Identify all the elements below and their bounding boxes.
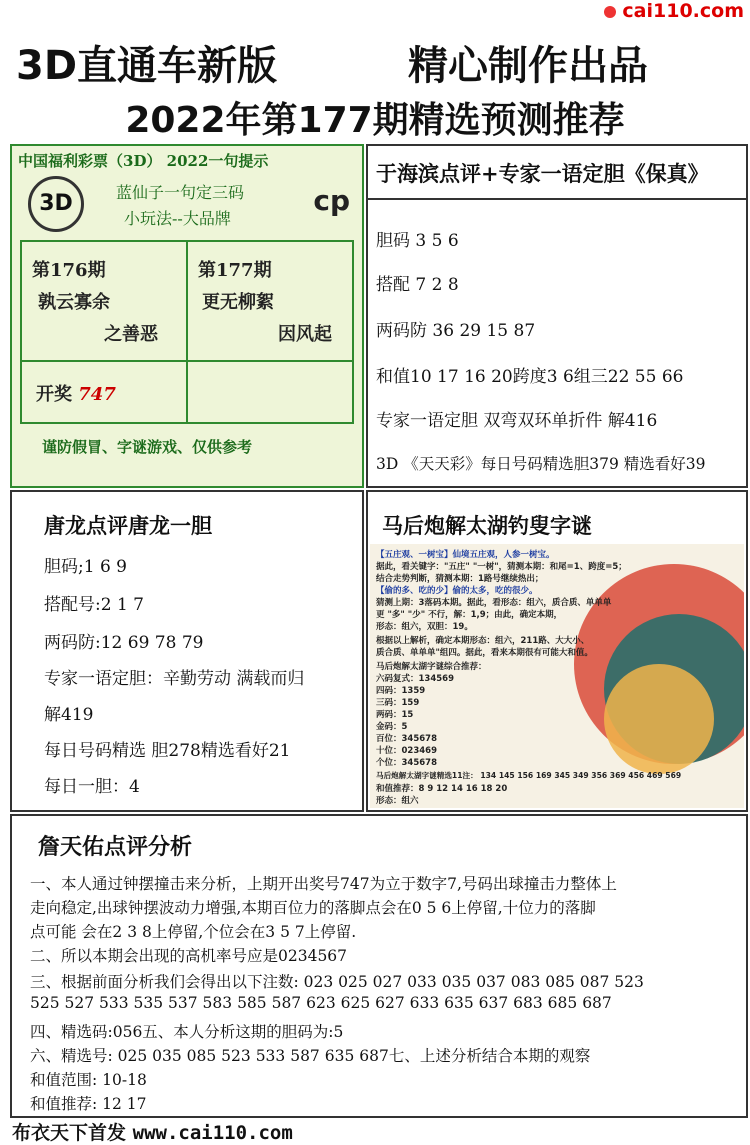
riddle-line: 更 "多" "少" 不行，解：1,9；由此，确定本期， bbox=[376, 610, 563, 620]
brand-text: cai110.com bbox=[622, 0, 744, 22]
tang-long-panel bbox=[10, 490, 364, 812]
draw-result bbox=[36, 380, 116, 406]
card-warning: 谨防假冒、字谜游戏、仅供参考 bbox=[42, 438, 253, 456]
header-left-title: 3D直通车新版 bbox=[16, 43, 278, 89]
riddle-line: 六码复式：134569 bbox=[376, 674, 454, 684]
panel-line: 专家一语定胆：辛勤劳动 满载而归 bbox=[44, 669, 305, 689]
panel-title: 于海滨点评+专家一语定胆《保真》 bbox=[376, 161, 709, 186]
riddle-line: 两码：15 bbox=[376, 710, 414, 720]
header-subtitle: 2022年第177期精选预测推荐 bbox=[125, 100, 625, 141]
riddle-line: 和值推荐：8 9 12 14 16 18 20 bbox=[376, 784, 508, 794]
panel-line: 每日号码精选 胆278精选看好21 bbox=[44, 741, 291, 761]
panel-title: 詹天佑点评分析 bbox=[38, 834, 193, 860]
panel-title: 马后炮解太湖钓叟字谜 bbox=[382, 513, 592, 538]
riddle-line: 个位：345678 bbox=[376, 758, 437, 768]
analysis-line: 四、精选码:056五、本人分析这期的胆码为:5 bbox=[30, 1023, 344, 1041]
riddle-line: 【五庄观、一树宝】仙境五庄观，人参一树宝。 bbox=[376, 550, 555, 560]
card-slogan-1: 蓝仙子一句定三码 bbox=[116, 183, 245, 202]
analysis-line: 三、根据前面分析我们会得出以下注数: 023 025 027 033 035 037 083 085 087 523 bbox=[30, 973, 644, 991]
panel-title: 唐龙点评唐龙一胆 bbox=[44, 513, 212, 538]
next-riddle-line1: 更无柳絮 bbox=[202, 292, 274, 313]
footer-url[interactable]: www.cai110.com bbox=[132, 1122, 293, 1144]
cp-logo-icon: cp bbox=[313, 184, 350, 217]
site-brand[interactable] bbox=[604, 0, 744, 22]
panel-line: 搭配号:2 1 7 bbox=[44, 595, 144, 615]
prev-issue: 第176期 bbox=[32, 260, 106, 281]
next-issue: 第177期 bbox=[198, 260, 272, 281]
footer bbox=[12, 1118, 293, 1145]
riddle-line: 形态：组六，双胆：19。 bbox=[376, 622, 473, 632]
riddle-line: 十位：023469 bbox=[376, 746, 437, 756]
prev-riddle-line1: 孰云寡余 bbox=[38, 292, 110, 313]
draw-number: 747 bbox=[78, 384, 116, 405]
panel-line: 3D 《天天彩》每日号码精选胆379 精选看好39 bbox=[376, 455, 706, 473]
riddle-line: 金码：5 bbox=[376, 722, 408, 732]
analysis-line: 525 527 533 535 537 583 585 587 623 625 627 633 635 637 683 685 687 bbox=[30, 994, 612, 1012]
riddle-line: 质合质、单单单"组四。据此，看来本期很有可能大和值。 bbox=[376, 648, 593, 658]
panel-line: 每日一胆：4 bbox=[44, 777, 140, 797]
riddle-line: 马后炮解太湖字谜综合推荐： bbox=[376, 662, 487, 672]
riddle-line: 四码：1359 bbox=[376, 686, 426, 696]
analysis-line: 二、所以本期会出现的高机率号应是0234567 bbox=[30, 947, 348, 965]
wave-decoration-icon bbox=[604, 664, 714, 774]
panel-line: 两码防:12 69 78 79 bbox=[44, 633, 204, 653]
3d-logo-icon: 3D bbox=[28, 176, 84, 232]
analysis-line: 六、精选号: 025 035 085 523 533 587 635 687七、上述分析结合本期的观察 bbox=[30, 1047, 591, 1065]
draw-label: 开奖 bbox=[36, 384, 72, 405]
riddle-line: 猜测上期：3落码本期。据此，看形态：组六，质合质、单单单 bbox=[376, 598, 612, 608]
panel-line: 胆码;1 6 9 bbox=[44, 557, 127, 577]
panel-line: 胆码 3 5 6 bbox=[376, 231, 459, 251]
riddle-line: 三码：159 bbox=[376, 698, 420, 708]
panel-line: 专家一语定胆 双弯双环单折件 解416 bbox=[376, 411, 658, 431]
panel-line: 解419 bbox=[44, 705, 94, 725]
riddle-line: 据此，看关键字："五庄" "一树"，猜测本期：和尾=1、跨度=5； bbox=[376, 562, 627, 572]
riddle-line: 形态：组六 bbox=[376, 796, 419, 806]
analysis-line: 一、本人通过钟摆撞击来分析，上期开出奖号747为立于数字7,号码出球撞击力整体上 bbox=[30, 875, 617, 893]
analysis-line: 点可能 会在2 3 8上停留,个位会在3 5 7上停留. bbox=[30, 923, 357, 941]
header-right-title: 精心制作出品 bbox=[408, 43, 648, 89]
card-top-text: 中国福利彩票（3D） 2022一句提示 bbox=[18, 152, 269, 170]
zhan-tianyou-panel bbox=[10, 814, 748, 1118]
panel-line: 两码防 36 29 15 87 bbox=[376, 321, 536, 341]
grid-divider bbox=[22, 360, 352, 362]
riddle-line: 【偷的多、吃的少】偷的太多，吃的很少。 bbox=[376, 586, 538, 596]
lottery-hint-card bbox=[10, 144, 364, 488]
card-slogan-2: 小玩法--大品牌 bbox=[124, 209, 231, 228]
riddle-line: 百位：345678 bbox=[376, 734, 437, 744]
grid-divider bbox=[186, 242, 188, 422]
riddle-line: 根据以上解析，确定本期形态：组六，211路、大大小、 bbox=[376, 636, 590, 646]
next-riddle-line2: 因风起 bbox=[278, 324, 332, 345]
prev-riddle-line2: 之善恶 bbox=[104, 324, 158, 345]
footer-text: 布衣天下首发 bbox=[12, 1122, 127, 1144]
analysis-line: 和值推荐: 12 17 bbox=[30, 1095, 147, 1113]
card-grid bbox=[20, 240, 354, 424]
panel-divider bbox=[368, 198, 746, 200]
ma-hou-pao-panel bbox=[366, 490, 748, 812]
panel-line: 搭配 7 2 8 bbox=[376, 275, 459, 295]
analysis-line: 走向稳定,出球钟摆波动力增强,本期百位力的落脚点会在0 5 6上停留,十位力的落脚 bbox=[30, 899, 596, 917]
brand-dot-icon bbox=[604, 6, 616, 18]
riddle-line: 马后炮解太湖字谜精选11注： 134 145 156 169 345 349 356 369 456 469 569 bbox=[376, 771, 682, 780]
riddle-line: 结合走势判断，猜测本期：1路号继续热出； bbox=[376, 574, 544, 584]
analysis-line: 和值范围: 10-18 bbox=[30, 1071, 147, 1089]
yu-haibin-panel bbox=[366, 144, 748, 488]
riddle-image-panel bbox=[370, 544, 744, 808]
panel-line: 和值10 17 16 20跨度3 6组三22 55 66 bbox=[376, 367, 684, 387]
